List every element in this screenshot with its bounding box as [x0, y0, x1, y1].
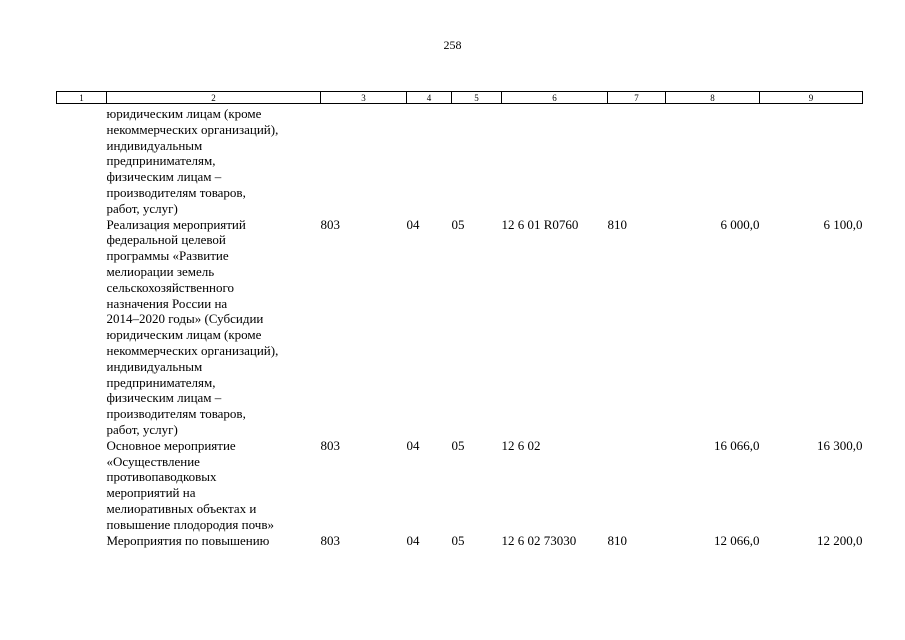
cell-section: 04	[406, 437, 420, 453]
description-line: Мероприятия по повышению	[106, 532, 270, 548]
cell-subsection: 05	[451, 532, 465, 548]
column-header-4: 4	[407, 92, 452, 104]
description-line: юридическим лицам (кроме	[106, 106, 262, 121]
cell-description	[107, 217, 321, 438]
cell-target-article: 12 6 01 R0760	[501, 216, 579, 232]
description-line: некоммерческих организаций),	[106, 342, 279, 358]
cell-amount-year-1	[666, 104, 760, 217]
cell-amount-year-1: 12 066,0	[714, 532, 760, 548]
description-line: физическим лицам –	[106, 390, 222, 406]
description-line: юридическим лицам (кроме	[106, 327, 262, 343]
description-line: производителям товаров,	[106, 184, 246, 200]
cell-subsection: 05	[451, 216, 465, 232]
cell-target-article: 12 6 02	[501, 437, 541, 453]
cell-target-article	[502, 104, 608, 217]
cell-amount-year-2: 12 200,0	[817, 532, 863, 548]
cell-ministry-code: 803	[320, 216, 340, 232]
description-line: некоммерческих организаций),	[106, 121, 279, 137]
description-line: 2014–2020 годы» (Субсидии	[106, 311, 264, 327]
description-line: производителям товаров,	[106, 406, 246, 422]
cell-subsection: 05	[451, 437, 465, 453]
cell-ministry-code	[321, 104, 407, 217]
column-header-8: 8	[666, 92, 760, 104]
description-line: Основное мероприятие	[106, 437, 236, 453]
table-body	[57, 104, 863, 549]
header-row	[57, 92, 863, 104]
description-line: программы «Развитие	[106, 248, 229, 264]
description-line: назначения России на	[106, 295, 228, 311]
description-line: индивидуальным	[106, 358, 203, 374]
table-row	[57, 438, 863, 533]
description-line: федеральной целевой	[106, 232, 226, 248]
description-line: работ, услуг)	[106, 421, 178, 437]
description-line: предпринимателям,	[106, 153, 216, 169]
description-line: противопаводковых	[106, 469, 217, 485]
cell-expense-type	[608, 104, 666, 217]
cell-amount-year-1: 6 000,0	[720, 216, 760, 232]
cell-section: 04	[406, 216, 420, 232]
description-line: Реализация мероприятий	[106, 216, 246, 232]
cell-section: 04	[406, 532, 420, 548]
cell-amount-year-2: 16 300,0	[817, 437, 863, 453]
column-header-7: 7	[608, 92, 666, 104]
cell-row-number	[57, 438, 107, 533]
cell-ministry-code: 803	[320, 532, 340, 548]
cell-amount-year-1: 16 066,0	[714, 437, 760, 453]
cell-expense-type: 810	[607, 216, 627, 232]
cell-section	[407, 104, 452, 217]
description-line: «Осуществление	[106, 453, 200, 469]
column-header-3: 3	[321, 92, 407, 104]
cell-description	[107, 438, 321, 533]
description-line: работ, услуг)	[106, 200, 178, 216]
cell-ministry-code: 803	[320, 437, 340, 453]
cell-subsection	[452, 104, 502, 217]
description-line: физическим лицам –	[106, 169, 222, 185]
column-header-1: 1	[57, 92, 107, 104]
table-row	[57, 104, 863, 217]
table-row	[57, 217, 863, 438]
column-header-5: 5	[452, 92, 502, 104]
table-row	[57, 533, 863, 549]
cell-row-number	[57, 104, 107, 217]
cell-target-article: 12 6 02 73030	[501, 532, 577, 548]
cell-amount-year-2	[760, 104, 863, 217]
description-line: повышение плодородия почв»	[106, 516, 274, 532]
description-line: сельскохозяйственного	[106, 279, 234, 295]
description-line: мероприятий на	[106, 485, 196, 501]
budget-table	[56, 91, 863, 548]
description-line: индивидуальным	[106, 137, 203, 153]
cell-row-number	[57, 217, 107, 438]
cell-expense-type: 810	[607, 532, 627, 548]
cell-description	[107, 533, 321, 549]
column-header-2: 2	[107, 92, 321, 104]
description-line: предпринимателям,	[106, 374, 216, 390]
cell-row-number	[57, 533, 107, 549]
description-line: мелиоративных объектах и	[106, 500, 257, 516]
cell-amount-year-2: 6 100,0	[823, 216, 863, 232]
cell-expense-type	[608, 438, 666, 533]
column-header-9: 9	[760, 92, 863, 104]
description-line: мелиорации земель	[106, 263, 215, 279]
page-number: 258	[443, 38, 462, 52]
cell-description	[107, 104, 321, 217]
column-header-6: 6	[502, 92, 608, 104]
